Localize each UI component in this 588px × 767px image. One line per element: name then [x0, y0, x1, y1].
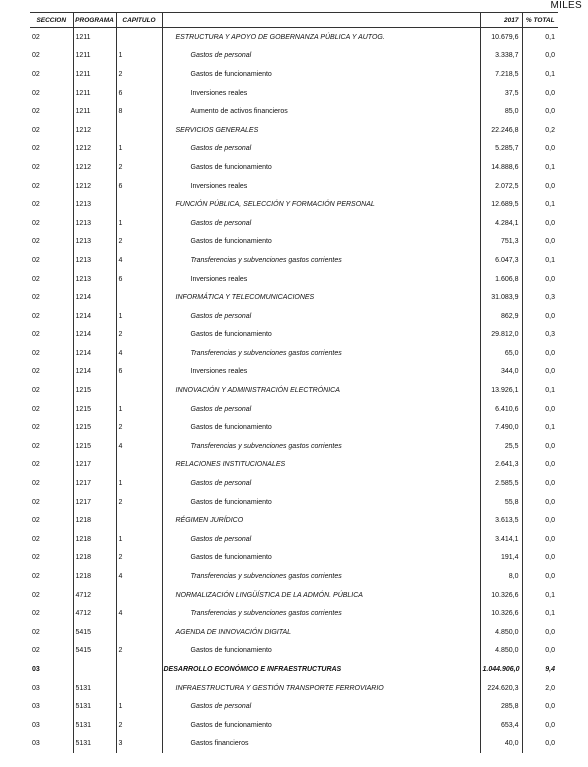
- cell-pct: 0,0: [545, 275, 555, 283]
- cell-descripcion: Transferencias y subvenciones gastos corrientes: [162, 251, 480, 270]
- cell-programa: 1215: [73, 418, 116, 437]
- cell-programa: 1218: [73, 530, 116, 549]
- cell-capitulo: 1: [116, 400, 162, 419]
- cell-seccion: 02: [32, 33, 40, 41]
- cell-descripcion: Transferencias y subvenciones gastos corrientes: [162, 437, 480, 456]
- cell-programa: 1212: [73, 121, 116, 140]
- table-row: [30, 102, 558, 121]
- header-descripcion: [162, 13, 480, 28]
- cell-importe: 14.888,6: [480, 158, 522, 177]
- cell-descripcion: Gastos de personal: [162, 697, 480, 716]
- cell-importe: 344,0: [480, 363, 522, 382]
- cell-importe: 25,5: [480, 437, 522, 456]
- cell-pct: 0,1: [545, 591, 555, 599]
- cell-seccion: 02: [32, 424, 40, 432]
- cell-programa: 1214: [73, 288, 116, 307]
- table-row: [30, 418, 558, 437]
- cell-importe: 85,0: [480, 102, 522, 121]
- cell-capitulo: 1: [116, 307, 162, 326]
- cell-descripcion: INFORMÁTICA Y TELECOMUNICACIONES: [162, 288, 480, 307]
- cell-seccion: 03: [32, 684, 40, 692]
- header-capitulo: CAPITULO: [116, 13, 162, 28]
- cell-descripcion: Gastos de funcionamiento: [162, 549, 480, 568]
- cell-capitulo: [116, 679, 162, 698]
- cell-seccion: 02: [32, 554, 40, 562]
- cell-capitulo: 3: [116, 735, 162, 754]
- header-seccion: SECCION: [30, 13, 73, 28]
- cell-seccion: 02: [32, 387, 40, 395]
- cell-seccion: 02: [32, 442, 40, 450]
- cell-importe: 3.338,7: [480, 47, 522, 66]
- cell-pct: 0,0: [545, 52, 555, 60]
- table-row: [30, 400, 558, 419]
- cell-programa: 1213: [73, 233, 116, 252]
- cell-seccion: 02: [32, 349, 40, 357]
- cell-descripcion: Transferencias y subvenciones gastos corrientes: [162, 604, 480, 623]
- cell-importe: 862,9: [480, 307, 522, 326]
- cell-importe: 1.044.906,0: [480, 660, 522, 679]
- header-programa: PROGRAMA: [73, 13, 116, 28]
- cell-descripcion: Gastos de funcionamiento: [162, 65, 480, 84]
- cell-pct: 0,0: [545, 480, 555, 488]
- unit-label: MILES: [550, 0, 582, 11]
- cell-importe: 55,8: [480, 493, 522, 512]
- cell-importe: 2.585,5: [480, 474, 522, 493]
- cell-importe: 10.326,6: [480, 586, 522, 605]
- cell-descripcion: Gastos de personal: [162, 307, 480, 326]
- cell-importe: 653,4: [480, 716, 522, 735]
- table-row: [30, 493, 558, 512]
- table-row: [30, 140, 558, 159]
- cell-programa: 1215: [73, 400, 116, 419]
- cell-programa: 1217: [73, 493, 116, 512]
- cell-seccion: 02: [32, 145, 40, 153]
- cell-capitulo: 4: [116, 251, 162, 270]
- cell-seccion: 02: [32, 312, 40, 320]
- cell-pct: 0,2: [545, 126, 555, 134]
- cell-seccion: 02: [32, 70, 40, 78]
- cell-seccion: 03: [32, 665, 40, 673]
- cell-pct: 0,0: [545, 740, 555, 748]
- cell-capitulo: 2: [116, 418, 162, 437]
- cell-capitulo: 8: [116, 102, 162, 121]
- cell-pct: 0,0: [545, 498, 555, 506]
- cell-programa: 4712: [73, 586, 116, 605]
- cell-capitulo: 4: [116, 437, 162, 456]
- cell-seccion: 02: [32, 52, 40, 60]
- table-row: [30, 28, 558, 47]
- cell-importe: 13.926,1: [480, 381, 522, 400]
- cell-descripcion: INNOVACIÓN Y ADMINISTRACIÓN ELECTRÓNICA: [162, 381, 480, 400]
- cell-capitulo: 1: [116, 474, 162, 493]
- cell-descripcion: Gastos de personal: [162, 474, 480, 493]
- cell-descripcion: Inversiones reales: [162, 270, 480, 289]
- cell-descripcion: Transferencias y subvenciones gastos corrientes: [162, 344, 480, 363]
- cell-importe: 10.326,6: [480, 604, 522, 623]
- cell-importe: 191,4: [480, 549, 522, 568]
- cell-capitulo: 6: [116, 270, 162, 289]
- cell-capitulo: 4: [116, 344, 162, 363]
- cell-capitulo: 2: [116, 233, 162, 252]
- cell-importe: 3.613,5: [480, 511, 522, 530]
- cell-capitulo: 4: [116, 567, 162, 586]
- cell-capitulo: 2: [116, 326, 162, 345]
- cell-seccion: 02: [32, 591, 40, 599]
- table-row: [30, 437, 558, 456]
- cell-importe: 7.490,0: [480, 418, 522, 437]
- table-row: [30, 697, 558, 716]
- cell-importe: 31.083,9: [480, 288, 522, 307]
- cell-programa: 1213: [73, 251, 116, 270]
- cell-importe: 224.620,3: [480, 679, 522, 698]
- cell-importe: 7.218,5: [480, 65, 522, 84]
- cell-seccion: 02: [32, 219, 40, 227]
- cell-seccion: 02: [32, 480, 40, 488]
- cell-descripcion: Gastos financieros: [162, 735, 480, 754]
- cell-descripcion: INFRAESTRUCTURA Y GESTIÓN TRANSPORTE FERROVIARIO: [162, 679, 480, 698]
- cell-programa: 5415: [73, 642, 116, 661]
- cell-capitulo: [116, 381, 162, 400]
- cell-descripcion: Inversiones reales: [162, 363, 480, 382]
- cell-programa: 1214: [73, 363, 116, 382]
- cell-seccion: 02: [32, 256, 40, 264]
- cell-capitulo: [116, 660, 162, 679]
- cell-pct: 0,0: [545, 628, 555, 636]
- header-year: 2017: [480, 13, 522, 28]
- cell-importe: 751,3: [480, 233, 522, 252]
- cell-pct: 0,1: [545, 163, 555, 171]
- table-row: [30, 363, 558, 382]
- cell-programa: 1214: [73, 344, 116, 363]
- table-row: [30, 530, 558, 549]
- cell-importe: 65,0: [480, 344, 522, 363]
- cell-descripcion: Gastos de personal: [162, 214, 480, 233]
- cell-programa: 1213: [73, 195, 116, 214]
- cell-programa: 1212: [73, 158, 116, 177]
- cell-pct: 0,0: [545, 647, 555, 655]
- cell-programa: 1213: [73, 214, 116, 233]
- cell-capitulo: [116, 586, 162, 605]
- cell-descripcion: Gastos de funcionamiento: [162, 716, 480, 735]
- cell-descripcion: Aumento de activos financieros: [162, 102, 480, 121]
- table-row: [30, 716, 558, 735]
- cell-capitulo: [116, 288, 162, 307]
- budget-table: [30, 12, 558, 753]
- cell-importe: 4.850,0: [480, 623, 522, 642]
- cell-seccion: 02: [32, 294, 40, 302]
- cell-capitulo: 2: [116, 549, 162, 568]
- cell-programa: 1211: [73, 102, 116, 121]
- cell-descripcion: Inversiones reales: [162, 177, 480, 196]
- cell-capitulo: 2: [116, 493, 162, 512]
- table-row: [30, 456, 558, 475]
- cell-descripcion: NORMALIZACIÓN LINGÜÍSTICA DE LA ADMÓN. PÚBLICA: [162, 586, 480, 605]
- cell-pct: 2,0: [545, 684, 555, 692]
- cell-pct: 0,1: [545, 201, 555, 209]
- cell-programa: 1217: [73, 474, 116, 493]
- cell-pct: 0,0: [545, 89, 555, 97]
- cell-pct: 0,0: [545, 238, 555, 246]
- cell-seccion: 02: [32, 517, 40, 525]
- cell-descripcion: Inversiones reales: [162, 84, 480, 103]
- cell-capitulo: 4: [116, 604, 162, 623]
- cell-seccion: 02: [32, 331, 40, 339]
- cell-importe: 2.641,3: [480, 456, 522, 475]
- cell-programa: 1214: [73, 326, 116, 345]
- cell-pct: 0,0: [545, 368, 555, 376]
- cell-capitulo: 6: [116, 363, 162, 382]
- cell-seccion: 02: [32, 610, 40, 618]
- table-row: [30, 270, 558, 289]
- table-row: [30, 567, 558, 586]
- cell-importe: 8,0: [480, 567, 522, 586]
- cell-seccion: 02: [32, 628, 40, 636]
- cell-descripcion: Gastos de funcionamiento: [162, 642, 480, 661]
- cell-importe: 4.850,0: [480, 642, 522, 661]
- cell-pct: 0,0: [545, 182, 555, 190]
- header-pct: % TOTAL: [522, 13, 558, 28]
- cell-capitulo: [116, 28, 162, 47]
- table-row: [30, 735, 558, 754]
- cell-importe: 6.410,6: [480, 400, 522, 419]
- table-row: [30, 326, 558, 345]
- cell-seccion: 02: [32, 405, 40, 413]
- cell-seccion: 03: [32, 740, 40, 748]
- cell-pct: 9,4: [545, 665, 555, 673]
- table-row: [30, 65, 558, 84]
- cell-seccion: 02: [32, 461, 40, 469]
- cell-programa: 1211: [73, 84, 116, 103]
- cell-pct: 0,0: [545, 721, 555, 729]
- cell-capitulo: [116, 456, 162, 475]
- cell-importe: 37,5: [480, 84, 522, 103]
- cell-seccion: 02: [32, 573, 40, 581]
- cell-importe: 22.246,8: [480, 121, 522, 140]
- cell-descripcion: Gastos de funcionamiento: [162, 418, 480, 437]
- cell-capitulo: [116, 511, 162, 530]
- cell-pct: 0,0: [545, 405, 555, 413]
- cell-pct: 0,1: [545, 610, 555, 618]
- cell-descripcion: Transferencias y subvenciones gastos corrientes: [162, 567, 480, 586]
- cell-programa: 1215: [73, 437, 116, 456]
- cell-importe: 5.285,7: [480, 140, 522, 159]
- cell-pct: 0,1: [545, 256, 555, 264]
- cell-capitulo: 1: [116, 214, 162, 233]
- cell-importe: 2.072,5: [480, 177, 522, 196]
- cell-seccion: 02: [32, 89, 40, 97]
- cell-importe: 29.812,0: [480, 326, 522, 345]
- cell-programa: 1218: [73, 549, 116, 568]
- cell-pct: 0,0: [545, 517, 555, 525]
- cell-capitulo: [116, 121, 162, 140]
- table-row: [30, 251, 558, 270]
- cell-seccion: 02: [32, 647, 40, 655]
- cell-descripcion: AGENDA DE INNOVACIÓN DIGITAL: [162, 623, 480, 642]
- cell-descripcion: Gastos de funcionamiento: [162, 493, 480, 512]
- table-row: [30, 307, 558, 326]
- cell-pct: 0,1: [545, 387, 555, 395]
- cell-descripcion: ESTRUCTURA Y APOYO DE GOBERNANZA PÚBLICA Y AUTOG.: [162, 28, 480, 47]
- table-row: [30, 344, 558, 363]
- cell-programa: 1211: [73, 28, 116, 47]
- table-row: [30, 288, 558, 307]
- cell-importe: 12.689,5: [480, 195, 522, 214]
- table-row: [30, 381, 558, 400]
- table-row: [30, 158, 558, 177]
- cell-descripcion: DESARROLLO ECONÓMICO E INFRAESTRUCTURAS: [162, 660, 480, 679]
- cell-programa: 5131: [73, 716, 116, 735]
- cell-seccion: 02: [32, 182, 40, 190]
- cell-programa: 4712: [73, 604, 116, 623]
- cell-seccion: 02: [32, 238, 40, 246]
- cell-programa: 1218: [73, 567, 116, 586]
- cell-programa: 5131: [73, 679, 116, 698]
- cell-capitulo: [116, 623, 162, 642]
- cell-importe: 40,0: [480, 735, 522, 754]
- cell-pct: 0,0: [545, 554, 555, 562]
- cell-importe: 1.606,8: [480, 270, 522, 289]
- cell-programa: 1217: [73, 456, 116, 475]
- cell-importe: 10.679,6: [480, 28, 522, 47]
- cell-pct: 0,0: [545, 573, 555, 581]
- table-row: [30, 549, 558, 568]
- cell-programa: 1215: [73, 381, 116, 400]
- cell-pct: 0,0: [545, 219, 555, 227]
- cell-pct: 0,3: [545, 331, 555, 339]
- cell-descripcion: Gastos de personal: [162, 47, 480, 66]
- cell-capitulo: 2: [116, 65, 162, 84]
- cell-pct: 0,0: [545, 108, 555, 116]
- cell-pct: 0,0: [545, 145, 555, 153]
- cell-importe: 3.414,1: [480, 530, 522, 549]
- table-body: [30, 28, 558, 754]
- cell-capitulo: 6: [116, 177, 162, 196]
- cell-programa: 5131: [73, 697, 116, 716]
- cell-importe: 285,8: [480, 697, 522, 716]
- cell-programa: 1214: [73, 307, 116, 326]
- cell-capitulo: 1: [116, 140, 162, 159]
- cell-importe: 6.047,3: [480, 251, 522, 270]
- cell-capitulo: 2: [116, 158, 162, 177]
- cell-descripcion: Gastos de funcionamiento: [162, 233, 480, 252]
- cell-pct: 0,1: [545, 70, 555, 78]
- cell-capitulo: 2: [116, 716, 162, 735]
- cell-programa: 1213: [73, 270, 116, 289]
- cell-seccion: 02: [32, 108, 40, 116]
- cell-pct: 0,1: [545, 33, 555, 41]
- cell-capitulo: 1: [116, 697, 162, 716]
- table-row: [30, 214, 558, 233]
- cell-programa: 1212: [73, 177, 116, 196]
- cell-descripcion: Gastos de funcionamiento: [162, 158, 480, 177]
- cell-pct: 0,0: [545, 461, 555, 469]
- table-row: [30, 177, 558, 196]
- cell-capitulo: 1: [116, 530, 162, 549]
- cell-descripcion: Gastos de personal: [162, 530, 480, 549]
- cell-pct: 0,0: [545, 535, 555, 543]
- cell-pct: 0,3: [545, 294, 555, 302]
- table-row: [30, 195, 558, 214]
- table-row: [30, 660, 558, 679]
- cell-programa: 1212: [73, 140, 116, 159]
- cell-seccion: 02: [32, 535, 40, 543]
- cell-seccion: 02: [32, 201, 40, 209]
- cell-capitulo: 2: [116, 642, 162, 661]
- cell-pct: 0,0: [545, 703, 555, 711]
- cell-pct: 0,0: [545, 349, 555, 357]
- cell-descripcion: Gastos de personal: [162, 140, 480, 159]
- table-row: [30, 586, 558, 605]
- cell-descripcion: SERVICIOS GENERALES: [162, 121, 480, 140]
- table-row: [30, 474, 558, 493]
- table-row: [30, 121, 558, 140]
- cell-pct: 0,0: [545, 312, 555, 320]
- cell-programa: 5415: [73, 623, 116, 642]
- cell-descripcion: FUNCIÓN PÚBLICA, SELECCIÓN Y FORMACIÓN PERSONAL: [162, 195, 480, 214]
- cell-capitulo: [116, 195, 162, 214]
- table-row: [30, 84, 558, 103]
- cell-seccion: 02: [32, 126, 40, 134]
- cell-seccion: 03: [32, 721, 40, 729]
- table-row: [30, 604, 558, 623]
- cell-seccion: 02: [32, 163, 40, 171]
- cell-descripcion: Gastos de funcionamiento: [162, 326, 480, 345]
- cell-seccion: 02: [32, 498, 40, 506]
- table-row: [30, 511, 558, 530]
- cell-descripcion: Gastos de personal: [162, 400, 480, 419]
- table-row: [30, 623, 558, 642]
- cell-programa: [73, 660, 116, 679]
- cell-pct: 0,1: [545, 424, 555, 432]
- table-row: [30, 47, 558, 66]
- cell-importe: 4.284,1: [480, 214, 522, 233]
- cell-descripcion: RELACIONES INSTITUCIONALES: [162, 456, 480, 475]
- cell-programa: 1211: [73, 65, 116, 84]
- cell-programa: 1218: [73, 511, 116, 530]
- cell-programa: 5131: [73, 735, 116, 754]
- table-row: [30, 679, 558, 698]
- table-row: [30, 642, 558, 661]
- cell-pct: 0,0: [545, 442, 555, 450]
- table-row: [30, 233, 558, 252]
- cell-capitulo: 6: [116, 84, 162, 103]
- cell-seccion: 02: [32, 368, 40, 376]
- cell-seccion: 02: [32, 275, 40, 283]
- cell-seccion: 03: [32, 703, 40, 711]
- cell-descripcion: RÉGIMEN JURÍDICO: [162, 511, 480, 530]
- cell-capitulo: 1: [116, 47, 162, 66]
- cell-programa: 1211: [73, 47, 116, 66]
- table-header-row: [30, 13, 558, 28]
